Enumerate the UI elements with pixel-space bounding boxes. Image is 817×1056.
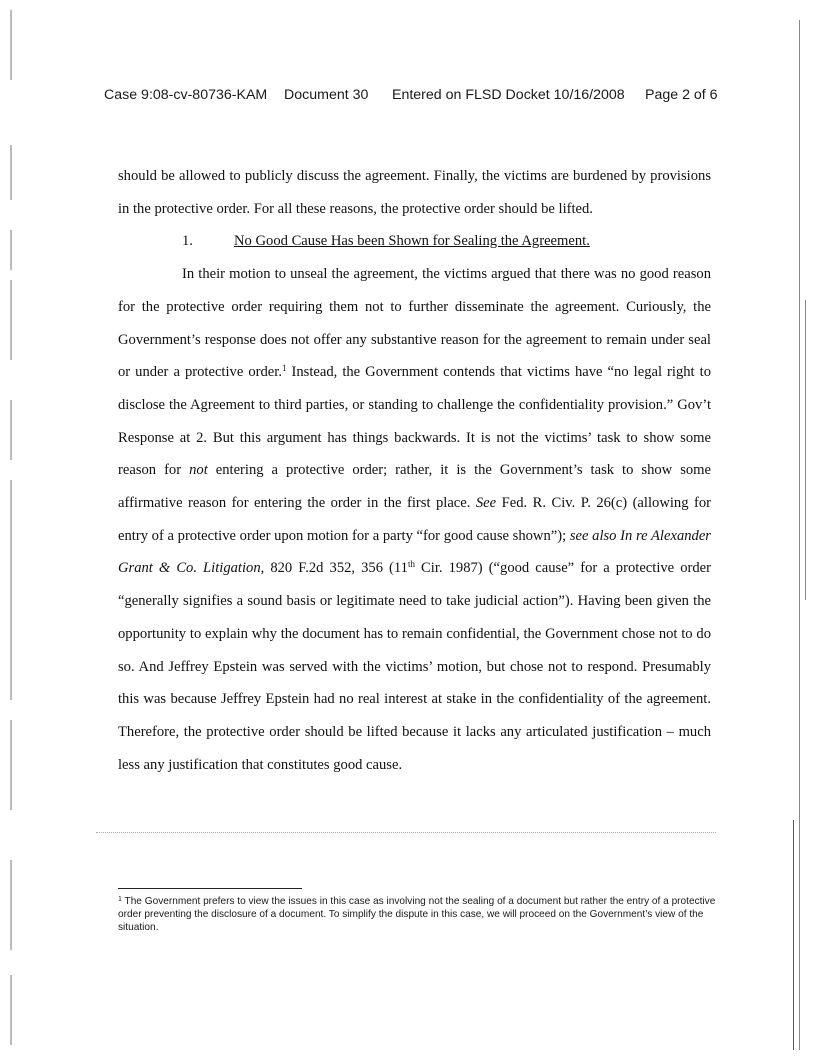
header-case-number: Case 9:08-cv-80736-KAM bbox=[104, 87, 268, 103]
header-page-number: Page 2 of 6 bbox=[645, 87, 718, 103]
header-document-number: Document 30 bbox=[284, 87, 369, 103]
ordinal-suffix: th bbox=[407, 559, 415, 570]
section-heading bbox=[118, 225, 711, 258]
emphasis-not: not bbox=[189, 462, 208, 479]
body-text bbox=[118, 160, 711, 781]
footnote-reference: 1 bbox=[281, 363, 287, 374]
text-run: In their motion to unseal the agreement, the victims argued that there was no good reason for the protective order requiring them not to further disseminate the agreement. Curiously, the Government’s response does not offer any substantive reason for the agreement to remain under seal or under a protective order. bbox=[118, 266, 711, 381]
scan-dotted-line bbox=[96, 832, 716, 833]
scan-artifact-left bbox=[0, 0, 40, 1056]
citation-signal-see: See bbox=[475, 495, 497, 512]
footnote-marker: 1 bbox=[118, 896, 122, 903]
header-entered-date: Entered on FLSD Docket 10/16/2008 bbox=[392, 87, 625, 103]
footnote-text: The Government prefers to view the issues in this case as involving not the sealing of a document but rather the entry of a protective order preventing the disclosure of a document. To simplify the dispute in this case, we will proceed on the Government’s view of the situation. bbox=[118, 896, 716, 934]
footnote-rule bbox=[118, 888, 302, 889]
section-number: 1. bbox=[182, 233, 193, 250]
text-run: , 820 F.2d 352, 356 (11 bbox=[260, 560, 408, 577]
case-citation: see also In re Alexander Grant & Co. Litigation bbox=[118, 527, 711, 577]
text-run: Instead, the Government contends that victims have “no legal right to disclose the Agreement to third parties, or standing to challenge the confidentiality provision.” Gov’t Response at 2. But this argument has things backwards. It is not the victims’ task to show some reason for bbox=[118, 364, 711, 479]
paragraph-good-cause bbox=[118, 258, 711, 781]
section-title: No Good Cause Has been Shown for Sealing the Agreement. bbox=[234, 233, 590, 250]
text-run: Cir. 1987) (“good cause” for a protective order “generally signifies a sound basis or legitimate need to take judicial action”). Having been given the opportunity to explain why the document has to remain confidential, the Government chose not to do so. And Jeffrey Epstein was served with the victims’ motion, but chose not to respond. Presumably this was because Jeffrey Epstein had no real interest at stake in the confidentiality of the agreement. Therefore, the protective order should be lifted because it lacks any articulated justification – much less any justification that constitutes good cause. bbox=[118, 560, 712, 773]
footnote bbox=[118, 895, 718, 935]
docket-header bbox=[104, 87, 804, 103]
text-run: entering a protective order; rather, it is the Government’s task to show some affirmative reason for entering the order in the first place. bbox=[118, 462, 711, 512]
text-run: Fed. R. Civ. P. 26(c) (allowing for entry of a protective order upon motion for a party “for good cause shown”); bbox=[118, 495, 711, 544]
paragraph-continuation: should be allowed to publicly discuss the agreement. Finally, the victims are burdened by provisions in the protective order. For all these reasons, the protective order should be lifted. bbox=[118, 168, 711, 217]
scan-artifact-right bbox=[787, 0, 817, 1056]
